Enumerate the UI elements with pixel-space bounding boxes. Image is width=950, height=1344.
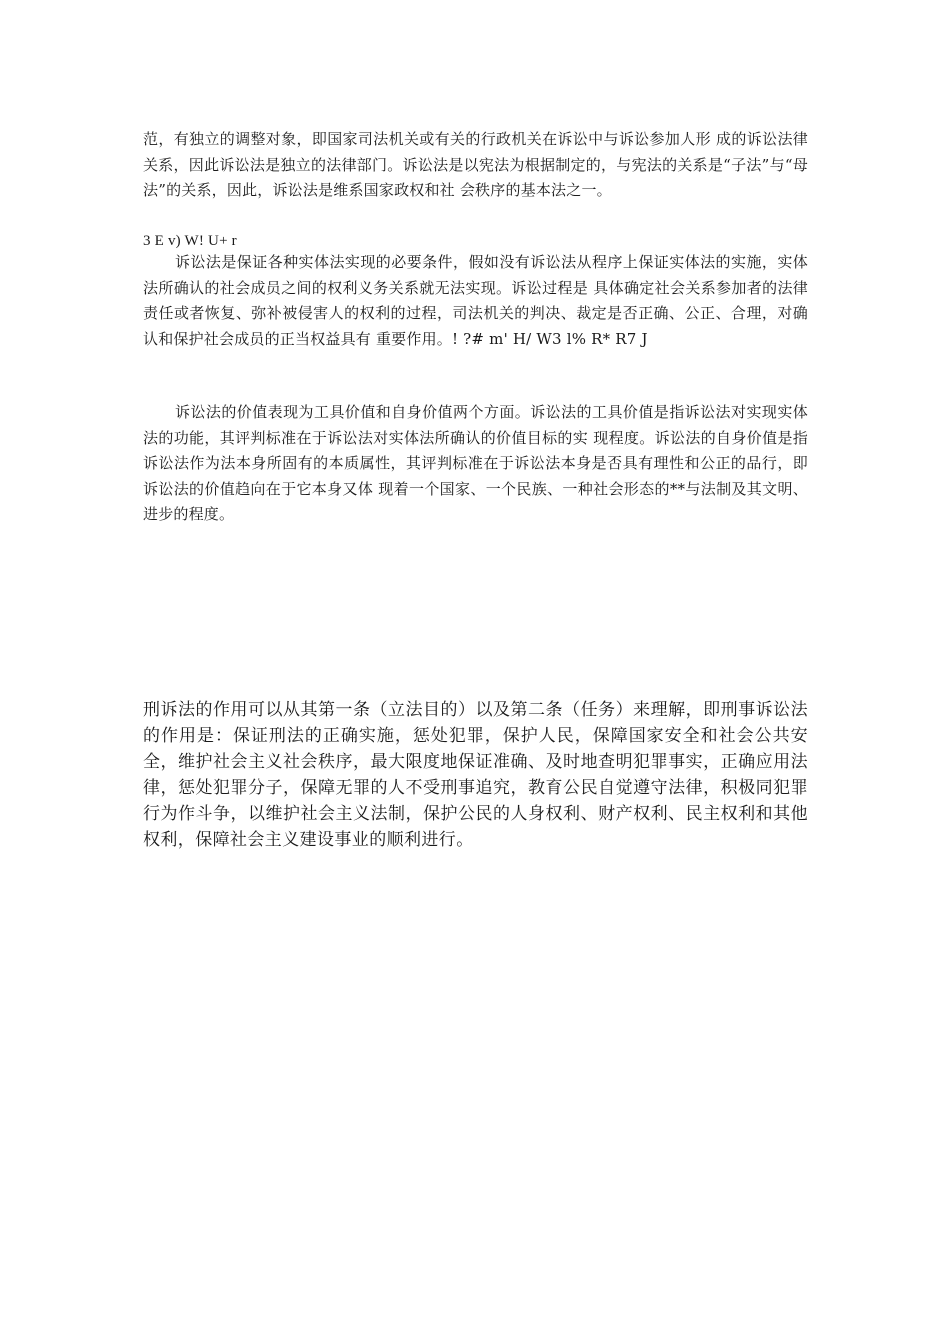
- paragraph-litigation-law-necessity: 诉讼法是保证各种实体法实现的必要条件，假如没有诉讼法从程序上保证实体法的实施，实体法所确认的社会成员之间的权利义务关系就无法实现。诉讼过程是 具体确定社会关系参加者的法律责任或者恢复、弥补被侵害人的权利的过程，司法机关的判决、裁定是否正确、公正、合理，对确认和保护社会成员的正当权益具有 重要作用。! ?# m' H/ W3 l% R* R7 J: [143, 253, 808, 348]
- paragraph-criminal-procedure-role: 刑诉法的作用可以从其第一条（立法目的）以及第二条（任务）来理解，即刑事诉讼法的作用是：保证刑法的正确实施，惩处犯罪，保护人民，保障国家安全和社会公共安全，维护社会主义社会秩序，最大限度地保证准确、及时地查明犯罪事实，正确应用法律，惩处犯罪分子，保障无罪的人不受刑事追究，教育公民自觉遵守法律，积极同犯罪行为作斗争，以维护社会主义法制，保护公民的人身权利、财产权利、民主权利和其他权利，保障社会主义建设事业的顺利进行。: [143, 700, 808, 850]
- paragraph-litigation-law-value: 诉讼法的价值表现为工具价值和自身价值两个方面。诉讼法的工具价值是指诉讼法对实现实体法的功能，其评判标准在于诉讼法对实体法所确认的价值目标的实 现程度。诉讼法的自身价值是指诉讼法作为法本身所固有的本质属性，其评判标准在于诉讼法本身是否具有理性和公正的品行，即诉讼法的价值趋向在于它本身又体 现着一个国家、一个民族、一种社会形态的**与法制及其文明、进步的程度。: [143, 403, 808, 523]
- paragraph-litigation-law-independence: 范，有独立的调整对象，即国家司法机关或有关的行政机关在诉讼中与诉讼参加人形 成的诉讼法律关系，因此诉讼法是独立的法律部门。诉讼法是以宪法为根据制定的，与宪法的关系是“子法”与“母法”的关系，因此，诉讼法是维系国家政权和社 会秩序的基本法之一。: [143, 130, 808, 199]
- noise-text-line: 3 E v) W! U+ r: [143, 233, 237, 249]
